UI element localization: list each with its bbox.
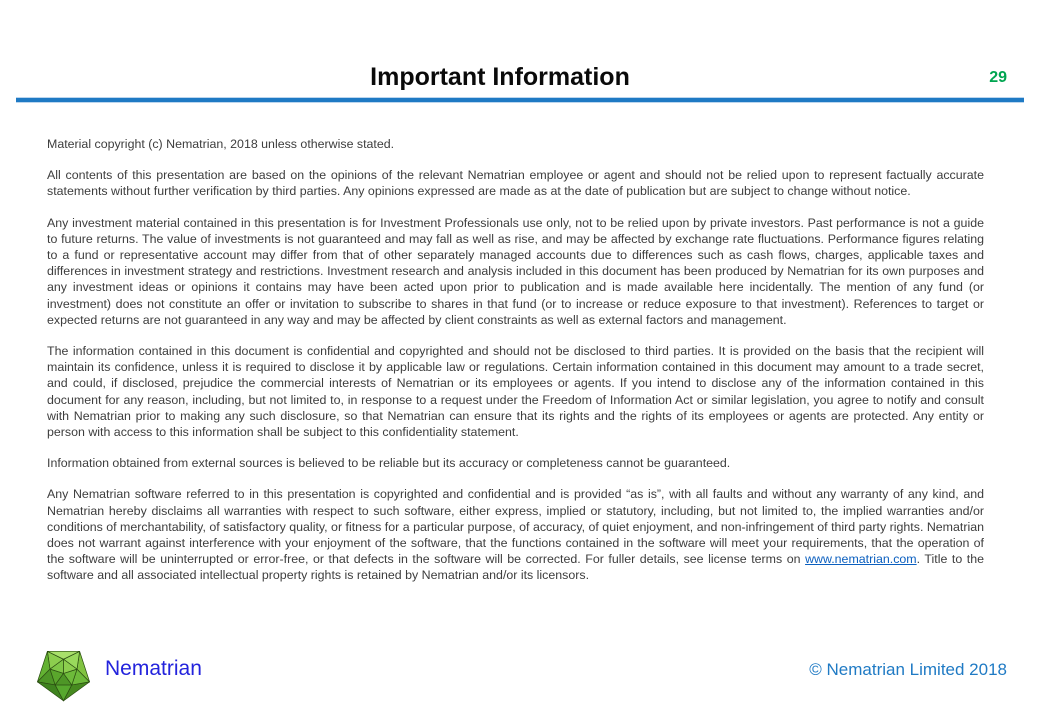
paragraph-software-license: [47, 486, 984, 583]
paragraph-contents-opinions: All contents of this presentation are based on the opinions of the relevant Nematrian employee or agent and should not be relied upon to represent factually accurate statements without further verification by third parties. Any opinions expressed are made as at the date of publication but are subject to change without notice.: [47, 168, 984, 199]
disclaimer-text-block: [47, 136, 984, 599]
nematrian-logo-icon: [31, 643, 96, 708]
paragraph-material-copyright: Material copyright (c) Nematrian, 2018 unless otherwise stated.: [47, 137, 395, 151]
software-license-text-after-link: . Title to the software and all associated intellectual property rights is retained by Nematrian and/or its licensors.: [47, 552, 984, 583]
paragraph-external-sources: Information obtained from external sources is believed to be reliable but its accuracy or completeness cannot be guaranteed.: [47, 456, 731, 471]
brand-wordmark: Nematrian: [105, 657, 202, 680]
paragraph-investment-material: Any investment material contained in this presentation is for Investment Professionals use only, not to be relied upon by private investors. Past performance is not a guide to future returns. The value of investments is not guaranteed and may fall as well as rise, and may be affected by exchange rate fluctuations. Performance figures relating to a fund or representative account may differ from that of other separately managed accounts due to differences such as cash flows, charges, applicable taxes and differences in investment strategy and restrictions. Investment research and analysis included in this document has been produced by Nematrian for its own purposes and any investment ideas or opinions it contains may have been acted upon prior to publication and is made available here incidentally. The mention of any fund (or investment) does not constitute an offer or invitation to subscribe to shares in that fund (or to increase or reduce exposure to that investment). References to target or expected returns are not guaranteed in any way and may be affected by client constraints as well as external factors and management.: [47, 215, 984, 327]
copyright-notice: © Nematrian Limited 2018: [809, 660, 1007, 679]
page-title: Important Information: [370, 63, 630, 91]
page-number: 29: [989, 69, 1007, 86]
title-divider-rule: [16, 97, 1024, 103]
paragraph-confidentiality: The information contained in this document is confidential and copyrighted and should not be disclosed to third parties. It is provided on the basis that the recipient will maintain its confidence, unless it is required to disclose it by applicable law or regulations. Certain information contained in this document may amount to a trade secret, and could, if disclosed, prejudice the commercial interests of Nematrian or its employees or agents. If you intend to disclose any of the information contained in this document for any reason, including, but not limited to, in response to a request under the Freedom of Information Act or similar legislation, you agree to notify and consult with Nematrian prior to making any such disclosure, so that Nematrian can ensure that its rights and the rights of its employees or agents are protected. Any entity or person with access to this information shall be subject to this confidentiality statement.: [47, 344, 984, 440]
software-license-text-before-link: Any Nematrian software referred to in this presentation is copyrighted and confidential and is provided “as is”, with all faults and without any warranty of any kind, and Nematrian hereby disclaims all warranties with respect to such software, either express, implied or statutory, including, but not limited to, the implied warranties and/or conditions of merchantability, of satisfactory quality, or fitness for a particular purpose, of accuracy, of quiet enjoyment, and non-infringement of third party rights. Nematrian does not warrant against interference with your enjoyment of the software, that the functions contained in the software will meet your requirements, that the operation of the software will be uninterrupted or error-free, or that defects in the software will be corrected. For fuller details, see license terms on: [47, 487, 984, 567]
nematrian-website-link[interactable]: www.nematrian.com: [805, 552, 917, 567]
